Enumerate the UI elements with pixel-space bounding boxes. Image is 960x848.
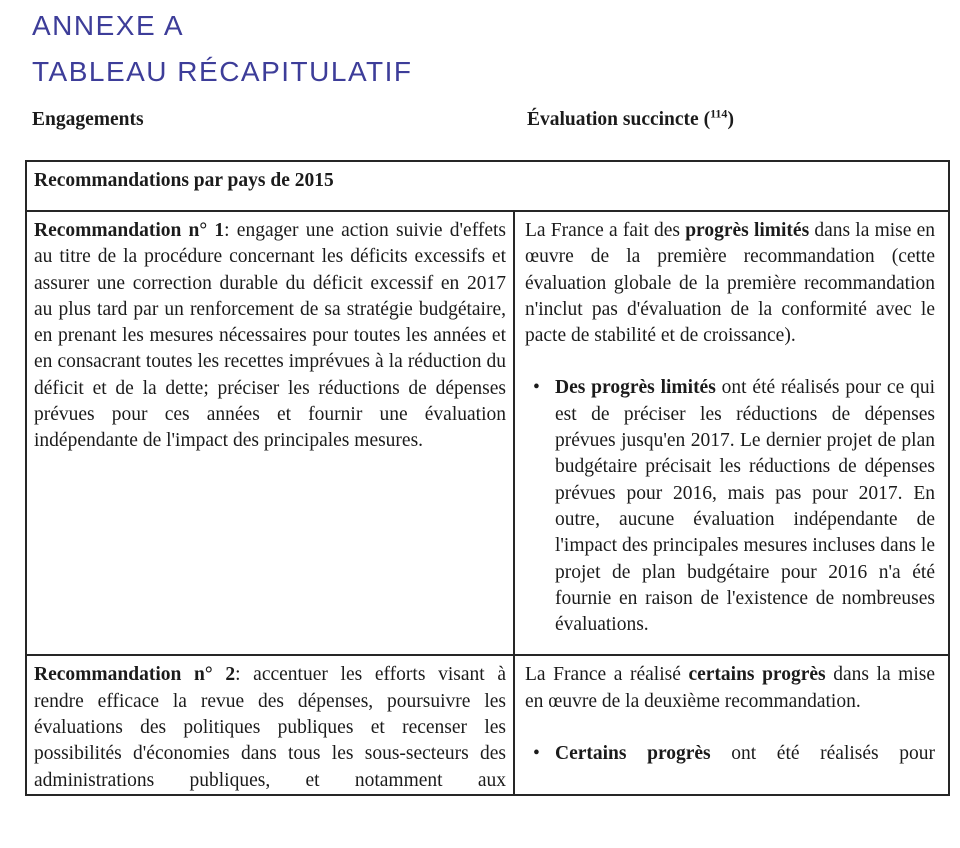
text-run: : engager une action suivie d'effets au titre de la procédure concernant les déficits excessifs et assurer une correction durable du déficit excessif en 2017 au plus tard par un renforcement de sa stratégie budgétaire, en prenant les mesures nécessaires pour toutes les années et en consacrant toutes les recettes imprévues à la réduction du déficit et de la dette; préciser les réductions de dépenses prévues pour ces années et fournir une évaluation indépendante de l'impact des principales mesures. xyxy=(34,220,506,452)
evaluation-text xyxy=(525,218,935,349)
bullet-text xyxy=(555,741,935,767)
bold-text: Recommandation n° 1 xyxy=(34,220,225,241)
engagement-cell xyxy=(27,656,515,793)
column-header-evaluation xyxy=(513,106,734,133)
evaluation-text xyxy=(525,662,935,715)
summary-table xyxy=(25,160,950,796)
evaluation-cell xyxy=(515,212,948,654)
bullet-icon: • xyxy=(533,377,540,399)
bullet-item xyxy=(525,741,935,767)
text-run: : accentuer les efforts visant à rendre efficace la revue des dépenses, poursuivre les évaluations des politiques publiques et recenser les possibilités d'économies dans tous les sous-secteurs des administrations publiques, et notamment aux xyxy=(34,664,506,791)
footnote-ref: 114 xyxy=(710,106,728,121)
engagement-text xyxy=(34,218,506,455)
text-run: dans la mise en œuvre de la première recommandation (cette évaluation globale de la première recommandation n'inclut pas d'évaluation de la conformité avec le pacte de stabilité et de croissance). xyxy=(525,220,935,347)
bullet-item xyxy=(525,375,935,638)
section-header-label: Recommandations par pays de 2015 xyxy=(34,170,334,191)
engagement-text xyxy=(34,662,506,793)
bold-text: Recommandation n° 2 xyxy=(34,664,236,686)
table-title: TABLEAU RÉCAPITULATIF xyxy=(32,56,413,87)
bullet-icon: • xyxy=(533,743,540,765)
bullet-text xyxy=(555,375,935,638)
text-run: ont été réalisés pour ce qui est de préciser les réductions de dépenses prévues jusqu'en 2017. Le dernier projet de plan budgétaire précisait les réductions de dépenses prévues pour 2016, mais pas pour 2017. En outre, aucune évaluation indépendante de l'impact des principales mesures incluses dans le projet de plan budgétaire pour 2016 n'a été fournie en raison de l'existence de nombreuses évaluations. xyxy=(555,377,935,636)
bold-text: Certains progrès xyxy=(555,743,711,765)
bold-text: Des progrès limités xyxy=(555,377,716,399)
engagement-cell xyxy=(27,212,515,654)
text-run: La France a fait des xyxy=(525,220,686,241)
bold-text: certains progrès xyxy=(688,664,826,686)
section-header-row xyxy=(27,162,948,212)
table-row xyxy=(27,212,948,654)
annex-title: ANNEXE A xyxy=(32,10,185,41)
text-run: La France a réalisé xyxy=(525,664,689,686)
column-header-engagements: Engagements xyxy=(32,109,144,130)
bold-text: progrès limités xyxy=(685,220,810,241)
evaluation-cell xyxy=(515,656,948,793)
text-run: dans la mise en œuvre de la deuxième recommandation. xyxy=(525,664,935,712)
evaluation-header-text: Évaluation succincte ( xyxy=(527,109,711,130)
table-body xyxy=(27,212,948,794)
evaluation-header-close-paren: ) xyxy=(727,109,734,130)
text-run: ont été réalisés pour xyxy=(710,743,935,765)
table-row xyxy=(27,654,948,793)
column-headers xyxy=(25,106,946,133)
